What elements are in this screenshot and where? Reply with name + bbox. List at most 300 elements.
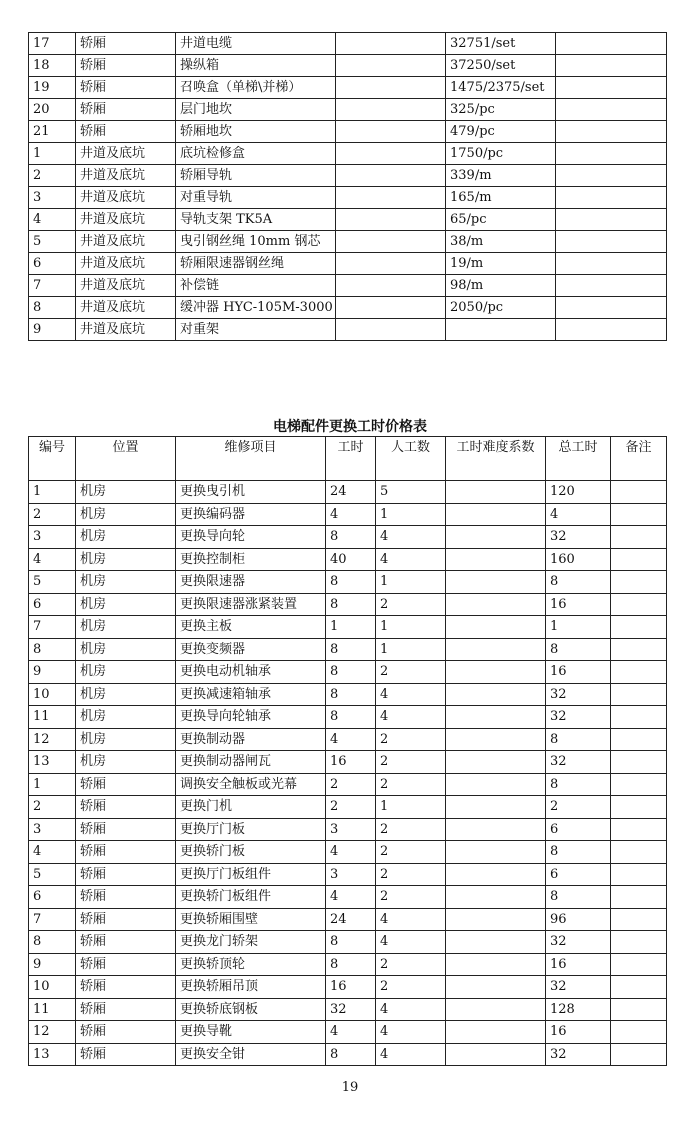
cell-total: 32 <box>546 706 611 729</box>
cell-workers: 1 <box>376 638 446 661</box>
cell-remarks <box>611 1043 667 1066</box>
cell-no: 7 <box>29 908 76 931</box>
cell-hours: 3 <box>326 818 376 841</box>
cell-hours: 8 <box>326 953 376 976</box>
row-blank-a <box>336 187 446 209</box>
table-row <box>29 661 667 684</box>
table-row <box>29 99 667 121</box>
cell-total: 1 <box>546 616 611 639</box>
cell-no: 11 <box>29 706 76 729</box>
cell-location: 轿厢 <box>76 818 176 841</box>
row-price: 339/m <box>446 165 556 187</box>
cell-location: 机房 <box>76 751 176 774</box>
row-location: 井道及底坑 <box>76 165 176 187</box>
cell-remarks <box>611 976 667 999</box>
cell-no: 7 <box>29 616 76 639</box>
cell-hours: 4 <box>326 728 376 751</box>
cell-remarks <box>611 571 667 594</box>
cell-item: 调换安全触板或光幕 <box>176 773 326 796</box>
cell-item: 更换减速箱轴承 <box>176 683 326 706</box>
cell-remarks <box>611 661 667 684</box>
row-blank-a <box>336 33 446 55</box>
row-item: 曳引钢丝绳 10mm 钢芯 <box>176 231 336 253</box>
cell-workers: 4 <box>376 706 446 729</box>
row-no: 2 <box>29 165 76 187</box>
row-blank-a <box>336 253 446 275</box>
cell-total: 16 <box>546 661 611 684</box>
cell-location: 轿厢 <box>76 953 176 976</box>
table-row <box>29 638 667 661</box>
table-row <box>29 481 667 504</box>
cell-difficulty <box>446 953 546 976</box>
cell-total: 16 <box>546 1021 611 1044</box>
cell-workers: 4 <box>376 998 446 1021</box>
row-price: 479/pc <box>446 121 556 143</box>
cell-location: 轿厢 <box>76 998 176 1021</box>
cell-total: 32 <box>546 931 611 954</box>
row-no: 21 <box>29 121 76 143</box>
cell-workers: 2 <box>376 886 446 909</box>
cell-difficulty <box>446 818 546 841</box>
cell-location: 轿厢 <box>76 1043 176 1066</box>
cell-hours: 2 <box>326 796 376 819</box>
cell-no: 8 <box>29 638 76 661</box>
row-price: 325/pc <box>446 99 556 121</box>
row-blank-b <box>556 209 667 231</box>
row-location: 井道及底坑 <box>76 319 176 341</box>
row-no: 1 <box>29 143 76 165</box>
row-blank-b <box>556 165 667 187</box>
table-row <box>29 998 667 1021</box>
cell-hours: 8 <box>326 706 376 729</box>
cell-hours: 4 <box>326 841 376 864</box>
cell-location: 轿厢 <box>76 863 176 886</box>
cell-difficulty <box>446 841 546 864</box>
row-price: 1475/2375/set <box>446 77 556 99</box>
cell-workers: 2 <box>376 818 446 841</box>
table-row <box>29 548 667 571</box>
row-blank-a <box>336 121 446 143</box>
header-location: 位置 <box>76 437 176 481</box>
cell-no: 5 <box>29 863 76 886</box>
cell-workers: 4 <box>376 1021 446 1044</box>
header-difficulty: 工时难度系数 <box>446 437 546 481</box>
row-item: 轿厢限速器钢丝绳 <box>176 253 336 275</box>
row-item: 对重架 <box>176 319 336 341</box>
cell-item: 更换厅门板 <box>176 818 326 841</box>
cell-total: 4 <box>546 503 611 526</box>
cell-difficulty <box>446 683 546 706</box>
table-row <box>29 976 667 999</box>
cell-hours: 8 <box>326 931 376 954</box>
cell-item: 更换轿厢吊顶 <box>176 976 326 999</box>
cell-remarks <box>611 526 667 549</box>
table-row <box>29 165 667 187</box>
row-item: 缓冲器 HYC-105M-3000 <box>176 297 336 319</box>
row-price: 32751/set <box>446 33 556 55</box>
table-row <box>29 526 667 549</box>
cell-hours: 24 <box>326 481 376 504</box>
cell-total: 160 <box>546 548 611 571</box>
table-row <box>29 253 667 275</box>
row-blank-a <box>336 319 446 341</box>
cell-total: 16 <box>546 593 611 616</box>
table-row <box>29 773 667 796</box>
header-workers: 人工数 <box>376 437 446 481</box>
row-no: 18 <box>29 55 76 77</box>
row-blank-b <box>556 99 667 121</box>
table-row <box>29 33 667 55</box>
cell-workers: 4 <box>376 908 446 931</box>
row-location: 井道及底坑 <box>76 231 176 253</box>
cell-total: 8 <box>546 728 611 751</box>
cell-difficulty <box>446 481 546 504</box>
cell-remarks <box>611 616 667 639</box>
row-no: 4 <box>29 209 76 231</box>
cell-workers: 2 <box>376 841 446 864</box>
cell-item: 更换厅门板组件 <box>176 863 326 886</box>
cell-no: 12 <box>29 728 76 751</box>
cell-total: 32 <box>546 751 611 774</box>
cell-remarks <box>611 503 667 526</box>
cell-location: 轿厢 <box>76 773 176 796</box>
cell-hours: 8 <box>326 638 376 661</box>
row-location: 井道及底坑 <box>76 253 176 275</box>
cell-workers: 2 <box>376 976 446 999</box>
table-row <box>29 187 667 209</box>
table-row <box>29 931 667 954</box>
row-blank-b <box>556 77 667 99</box>
cell-item: 更换安全钳 <box>176 1043 326 1066</box>
cell-remarks <box>611 593 667 616</box>
cell-workers: 2 <box>376 728 446 751</box>
cell-difficulty <box>446 571 546 594</box>
table-row <box>29 863 667 886</box>
table-row <box>29 818 667 841</box>
cell-item: 更换轿厢围壁 <box>176 908 326 931</box>
row-no: 3 <box>29 187 76 209</box>
cell-difficulty <box>446 728 546 751</box>
cell-no: 5 <box>29 571 76 594</box>
cell-workers: 5 <box>376 481 446 504</box>
cell-no: 6 <box>29 593 76 616</box>
row-item: 导轨支架 TK5A <box>176 209 336 231</box>
cell-item: 更换导向轮 <box>176 526 326 549</box>
row-blank-a <box>336 275 446 297</box>
row-blank-a <box>336 143 446 165</box>
cell-remarks <box>611 796 667 819</box>
row-blank-b <box>556 231 667 253</box>
row-blank-b <box>556 275 667 297</box>
cell-total: 6 <box>546 863 611 886</box>
cell-hours: 4 <box>326 1021 376 1044</box>
cell-difficulty <box>446 796 546 819</box>
cell-difficulty <box>446 751 546 774</box>
cell-no: 10 <box>29 976 76 999</box>
table-row <box>29 616 667 639</box>
cell-remarks <box>611 1021 667 1044</box>
cell-no: 9 <box>29 661 76 684</box>
cell-total: 32 <box>546 683 611 706</box>
table-row <box>29 209 667 231</box>
cell-workers: 4 <box>376 683 446 706</box>
cell-workers: 4 <box>376 526 446 549</box>
cell-workers: 1 <box>376 796 446 819</box>
row-price: 37250/set <box>446 55 556 77</box>
cell-item: 更换龙门轿架 <box>176 931 326 954</box>
cell-location: 机房 <box>76 593 176 616</box>
parts-price-table <box>28 32 667 341</box>
table-row <box>29 571 667 594</box>
row-item: 操纵箱 <box>176 55 336 77</box>
table-row <box>29 231 667 253</box>
cell-location: 轿厢 <box>76 1021 176 1044</box>
cell-remarks <box>611 818 667 841</box>
cell-location: 机房 <box>76 571 176 594</box>
cell-hours: 8 <box>326 526 376 549</box>
row-no: 20 <box>29 99 76 121</box>
labor-table-title: 电梯配件更换工时价格表 <box>273 419 427 435</box>
table-row <box>29 953 667 976</box>
table-row <box>29 886 667 909</box>
cell-item: 更换制动器 <box>176 728 326 751</box>
cell-difficulty <box>446 976 546 999</box>
cell-workers: 1 <box>376 616 446 639</box>
cell-workers: 1 <box>376 503 446 526</box>
table-row <box>29 683 667 706</box>
cell-workers: 2 <box>376 773 446 796</box>
row-blank-a <box>336 231 446 253</box>
cell-difficulty <box>446 1043 546 1066</box>
cell-hours: 2 <box>326 773 376 796</box>
cell-no: 8 <box>29 931 76 954</box>
cell-total: 120 <box>546 481 611 504</box>
table-row <box>29 503 667 526</box>
cell-no: 1 <box>29 481 76 504</box>
cell-no: 1 <box>29 773 76 796</box>
table-row <box>29 751 667 774</box>
cell-no: 2 <box>29 796 76 819</box>
cell-total: 8 <box>546 773 611 796</box>
row-blank-b <box>556 297 667 319</box>
table-row <box>29 706 667 729</box>
cell-difficulty <box>446 886 546 909</box>
row-location: 井道及底坑 <box>76 187 176 209</box>
cell-total: 32 <box>546 1043 611 1066</box>
cell-total: 16 <box>546 953 611 976</box>
cell-workers: 2 <box>376 661 446 684</box>
cell-location: 轿厢 <box>76 931 176 954</box>
cell-difficulty <box>446 616 546 639</box>
row-blank-a <box>336 55 446 77</box>
row-price <box>446 319 556 341</box>
cell-total: 8 <box>546 841 611 864</box>
cell-item: 更换限速器 <box>176 571 326 594</box>
cell-remarks <box>611 638 667 661</box>
cell-item: 更换制动器闸瓦 <box>176 751 326 774</box>
cell-difficulty <box>446 908 546 931</box>
row-blank-a <box>336 165 446 187</box>
cell-remarks <box>611 481 667 504</box>
cell-difficulty <box>446 593 546 616</box>
cell-no: 3 <box>29 526 76 549</box>
cell-hours: 24 <box>326 908 376 931</box>
cell-item: 更换门机 <box>176 796 326 819</box>
cell-hours: 4 <box>326 886 376 909</box>
row-blank-b <box>556 55 667 77</box>
cell-total: 8 <box>546 638 611 661</box>
cell-workers: 2 <box>376 953 446 976</box>
cell-item: 更换主板 <box>176 616 326 639</box>
header-hours: 工时 <box>326 437 376 481</box>
cell-total: 128 <box>546 998 611 1021</box>
cell-remarks <box>611 953 667 976</box>
cell-total: 6 <box>546 818 611 841</box>
cell-item: 更换控制柜 <box>176 548 326 571</box>
table-row <box>29 319 667 341</box>
row-price: 2050/pc <box>446 297 556 319</box>
cell-item: 更换限速器涨紧装置 <box>176 593 326 616</box>
cell-workers: 1 <box>376 571 446 594</box>
row-price: 19/m <box>446 253 556 275</box>
cell-hours: 4 <box>326 503 376 526</box>
cell-no: 2 <box>29 503 76 526</box>
header-total: 总工时 <box>546 437 611 481</box>
row-location: 轿厢 <box>76 55 176 77</box>
table-row <box>29 275 667 297</box>
cell-location: 机房 <box>76 661 176 684</box>
cell-difficulty <box>446 706 546 729</box>
cell-total: 2 <box>546 796 611 819</box>
cell-item: 更换编码器 <box>176 503 326 526</box>
row-blank-b <box>556 319 667 341</box>
cell-location: 机房 <box>76 526 176 549</box>
cell-workers: 2 <box>376 863 446 886</box>
row-location: 轿厢 <box>76 77 176 99</box>
cell-location: 机房 <box>76 728 176 751</box>
table-row <box>29 1021 667 1044</box>
cell-difficulty <box>446 638 546 661</box>
cell-hours: 32 <box>326 998 376 1021</box>
cell-location: 轿厢 <box>76 841 176 864</box>
row-item: 轿厢导轨 <box>176 165 336 187</box>
row-blank-a <box>336 99 446 121</box>
cell-location: 机房 <box>76 481 176 504</box>
cell-no: 9 <box>29 953 76 976</box>
cell-remarks <box>611 751 667 774</box>
cell-item: 更换导向轮轴承 <box>176 706 326 729</box>
cell-difficulty <box>446 503 546 526</box>
cell-hours: 8 <box>326 1043 376 1066</box>
cell-remarks <box>611 841 667 864</box>
row-no: 5 <box>29 231 76 253</box>
row-item: 轿厢地坎 <box>176 121 336 143</box>
row-no: 8 <box>29 297 76 319</box>
cell-difficulty <box>446 661 546 684</box>
cell-remarks <box>611 908 667 931</box>
row-blank-b <box>556 253 667 275</box>
row-no: 17 <box>29 33 76 55</box>
cell-no: 10 <box>29 683 76 706</box>
cell-item: 更换轿顶轮 <box>176 953 326 976</box>
row-blank-b <box>556 33 667 55</box>
table-row <box>29 297 667 319</box>
cell-no: 11 <box>29 998 76 1021</box>
labor-hours-table <box>28 436 667 1066</box>
cell-total: 8 <box>546 886 611 909</box>
cell-remarks <box>611 886 667 909</box>
cell-total: 32 <box>546 976 611 999</box>
row-item: 层门地坎 <box>176 99 336 121</box>
cell-workers: 4 <box>376 1043 446 1066</box>
table-row <box>29 55 667 77</box>
cell-workers: 4 <box>376 931 446 954</box>
cell-difficulty <box>446 773 546 796</box>
cell-no: 6 <box>29 886 76 909</box>
cell-location: 机房 <box>76 706 176 729</box>
row-no: 9 <box>29 319 76 341</box>
cell-remarks <box>611 998 667 1021</box>
row-price: 65/pc <box>446 209 556 231</box>
cell-hours: 8 <box>326 661 376 684</box>
table-row <box>29 143 667 165</box>
row-location: 井道及底坑 <box>76 297 176 319</box>
cell-location: 机房 <box>76 616 176 639</box>
row-location: 轿厢 <box>76 121 176 143</box>
cell-hours: 8 <box>326 571 376 594</box>
labor-table-header-row <box>29 437 667 481</box>
cell-total: 96 <box>546 908 611 931</box>
cell-workers: 2 <box>376 593 446 616</box>
cell-remarks <box>611 931 667 954</box>
row-no: 7 <box>29 275 76 297</box>
row-item: 井道电缆 <box>176 33 336 55</box>
cell-hours: 40 <box>326 548 376 571</box>
table-row <box>29 796 667 819</box>
header-no: 编号 <box>29 437 76 481</box>
cell-hours: 16 <box>326 976 376 999</box>
cell-location: 轿厢 <box>76 908 176 931</box>
cell-item: 更换轿门板组件 <box>176 886 326 909</box>
row-location: 井道及底坑 <box>76 275 176 297</box>
row-price: 38/m <box>446 231 556 253</box>
cell-hours: 8 <box>326 683 376 706</box>
cell-difficulty <box>446 548 546 571</box>
row-item: 底坑检修盒 <box>176 143 336 165</box>
cell-location: 机房 <box>76 503 176 526</box>
cell-item: 更换轿门板 <box>176 841 326 864</box>
cell-location: 机房 <box>76 548 176 571</box>
row-blank-a <box>336 77 446 99</box>
table-row <box>29 841 667 864</box>
cell-difficulty <box>446 931 546 954</box>
cell-location: 机房 <box>76 683 176 706</box>
row-location: 井道及底坑 <box>76 143 176 165</box>
cell-item: 更换曳引机 <box>176 481 326 504</box>
cell-remarks <box>611 683 667 706</box>
cell-remarks <box>611 728 667 751</box>
cell-no: 4 <box>29 548 76 571</box>
cell-workers: 4 <box>376 548 446 571</box>
cell-remarks <box>611 706 667 729</box>
row-no: 6 <box>29 253 76 275</box>
cell-location: 轿厢 <box>76 976 176 999</box>
row-blank-b <box>556 187 667 209</box>
cell-no: 4 <box>29 841 76 864</box>
cell-difficulty <box>446 863 546 886</box>
row-blank-a <box>336 297 446 319</box>
cell-location: 机房 <box>76 638 176 661</box>
